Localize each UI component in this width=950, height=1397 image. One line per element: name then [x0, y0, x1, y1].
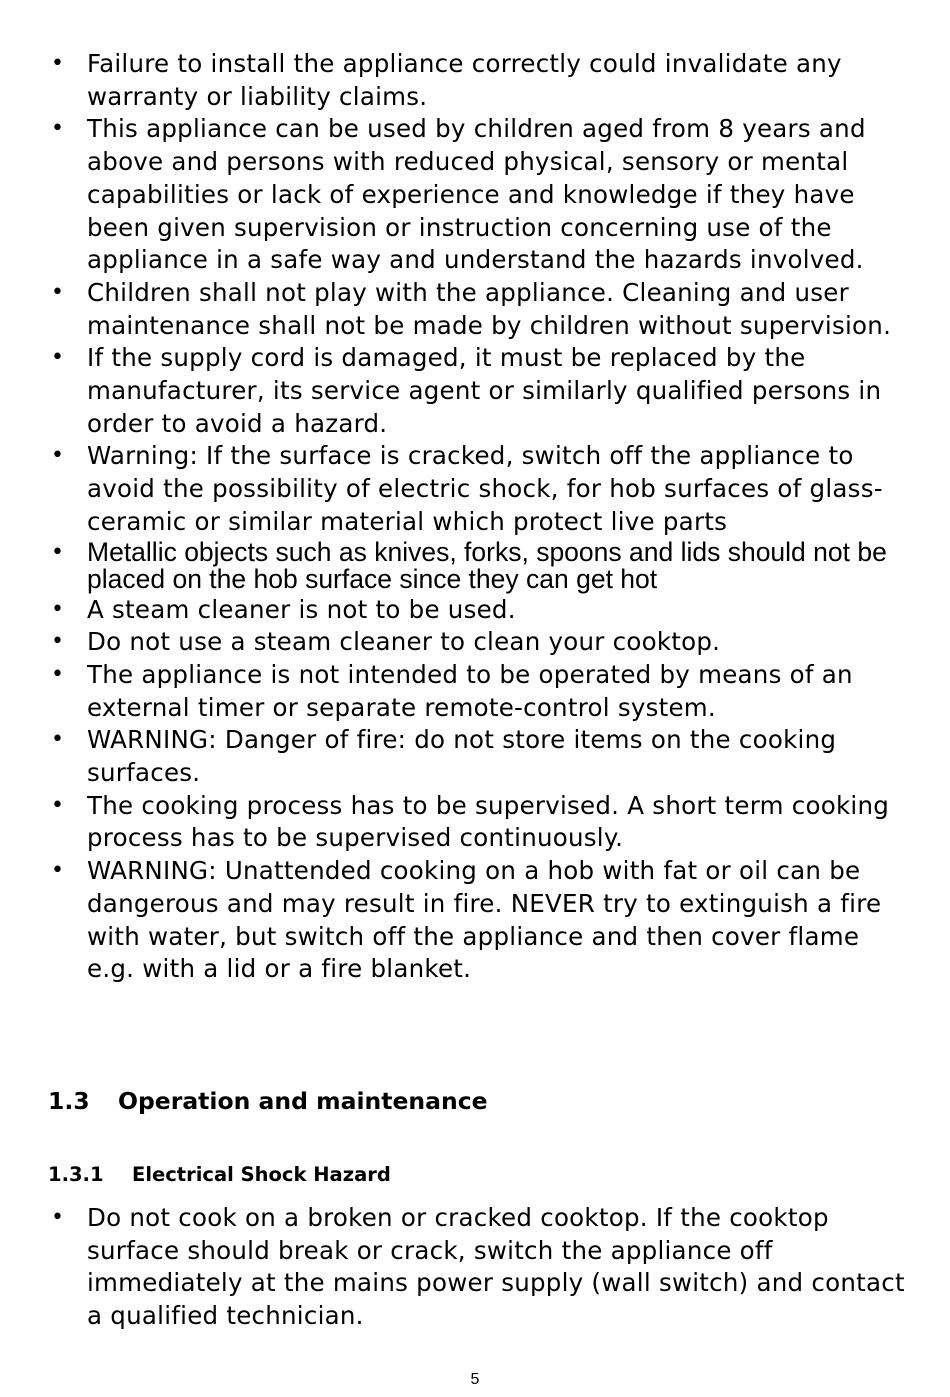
- list-item: [48, 342, 910, 440]
- section-number: 1.3: [48, 1087, 90, 1115]
- bullet-text: The cooking process has to be supervised. A short term cooking process has to be supervised continuously.: [87, 790, 890, 853]
- list-item: [48, 724, 910, 789]
- list-item: [48, 659, 910, 724]
- bullet-text: If the supply cord is damaged, it must be replaced by the manufacturer, its service agent or similarly qualified persons in order to avoid a hazard.: [87, 343, 882, 438]
- bullet-text: Failure to install the appliance correctly could invalidate any warranty or liability claims.: [87, 49, 842, 111]
- list-item: [48, 440, 910, 538]
- subsection-number: 1.3.1: [48, 1163, 104, 1186]
- section-title: Operation and maintenance: [118, 1087, 488, 1115]
- bullet-icon: •: [51, 792, 65, 818]
- bullet-icon: •: [51, 116, 65, 142]
- bullet-text: Do not cook on a broken or cracked cooktop. If the cooktop surface should break or crack, switch the appliance off immediately at the mains power supply (wall switch) and contact a qualified technician.: [87, 1203, 905, 1331]
- bullet-text: WARNING: Danger of fire: do not store items on the cooking surfaces.: [87, 725, 837, 788]
- list-item: [48, 113, 910, 277]
- list-item: [48, 855, 910, 986]
- bullet-icon: •: [51, 858, 65, 884]
- bullet-icon: •: [51, 443, 65, 469]
- bullet-icon: •: [51, 539, 64, 565]
- bullet-icon: •: [51, 279, 65, 305]
- bullet-icon: •: [51, 51, 65, 76]
- list-item: [48, 536, 910, 595]
- list-item: [48, 277, 910, 342]
- bullet-text: Metallic objects such as knives, forks, spoons and lids should not be placed on the hob surface since they can get hot: [87, 536, 887, 595]
- section-heading: [48, 1087, 488, 1115]
- bullet-icon: •: [51, 596, 65, 622]
- bullet-text: Warning: If the surface is cracked, switch off the appliance to avoid the possibility of electric shock, for hob surfaces of glass-ceramic or similar material which protect live parts: [87, 441, 883, 536]
- bullet-icon: •: [51, 727, 65, 753]
- bullet-text: The appliance is not intended to be operated by means of an external timer or separate remote-control system.: [87, 659, 853, 722]
- shock-hazard-bullet-list: [48, 1202, 910, 1333]
- bullet-icon: •: [51, 661, 65, 687]
- bullet-text: A steam cleaner is not to be used.: [87, 594, 516, 624]
- list-item: [48, 48, 910, 113]
- bullet-text: Children shall not play with the appliance. Cleaning and user maintenance shall not be made by children without supervision.: [87, 277, 892, 340]
- list-item: [48, 594, 910, 627]
- bullet-text: Do not use a steam cleaner to clean your cooktop.: [87, 627, 721, 657]
- bullet-icon: •: [51, 345, 65, 371]
- safety-bullet-list: [48, 48, 910, 986]
- page-number: 5: [470, 1371, 480, 1388]
- bullet-text: This appliance can be used by children aged from 8 years and above and persons with reduced physical, sensory or mental capabilities or lack of experience and knowledge if they have been given supervision or instruction concerning use of the appliance in a safe way and understand the hazards involved.: [87, 114, 866, 275]
- subsection-title: Electrical Shock Hazard: [132, 1163, 391, 1186]
- subsection-heading: [48, 1163, 391, 1186]
- bullet-icon: •: [51, 629, 65, 655]
- list-item: [48, 626, 910, 659]
- list-item: [48, 1202, 910, 1333]
- bullet-icon: •: [51, 1205, 65, 1230]
- bullet-text: WARNING: Unattended cooking on a hob with fat or oil can be dangerous and may result in fire. NEVER try to extinguish a fire with water, but switch off the appliance and then cover flame e.g. with a lid or a fire blanket.: [87, 856, 882, 984]
- list-item: [48, 790, 910, 855]
